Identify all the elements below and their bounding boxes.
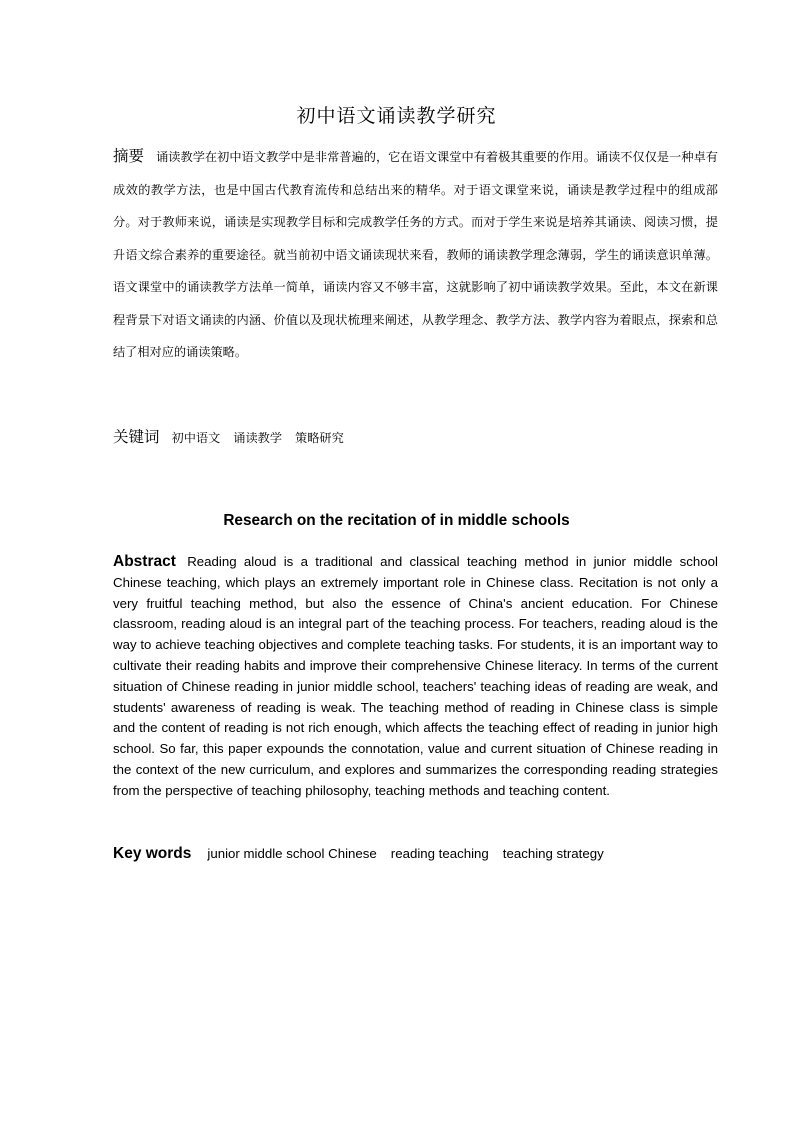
chinese-abstract-text: 诵读教学在初中语文教学中是非常普遍的，它在语文课堂中有着极其重要的作用。诵读不仅仅是一种卓有成效的教学方法，也是中国古代教育流传和总结出来的精华。对于语文课堂来说，诵读是教学过程中的组成部分。对于教师来说，诵读是实现教学目标和完成教学任务的方式。而对于学生来说是培养其诵读、阅读习惯，提升语文综合素养的重要途径。就当前初中语文诵读现状来看，教师的诵读教学理念薄弱，学生的诵读意识单薄。语文课堂中的诵读教学方法单一简单，诵读内容又不够丰富，这就影响了初中诵读教学效果。至此，本文在新课程背景下对语文诵读的内涵、价值以及现状梳理来阐述，从教学理念、教学方法、教学内容为着眼点，探索和总结了相对应的诵读策略。: [113, 150, 718, 359]
chinese-abstract-label: 摘要: [113, 147, 145, 165]
english-keywords: [113, 843, 718, 865]
chinese-keyword: 策略研究: [295, 431, 344, 445]
chinese-keywords-label: 关键词: [113, 428, 160, 446]
chinese-title: 初中语文诵读教学研究: [296, 105, 497, 127]
english-keyword: junior middle school Chinese: [207, 846, 377, 861]
english-title: Research on the recitation of in middle schools: [223, 512, 570, 529]
english-abstract-label: Abstract: [113, 553, 176, 570]
chinese-abstract: [113, 140, 718, 369]
english-abstract-text: Reading aloud is a traditional and classical teaching method in junior middle school Chinese teaching, which plays an extremely important role in Chinese class. Recitation is not only a very fruitful teaching method, but also the essence of China's ancient education. For Chinese classroom, reading aloud is an integral part of the teaching process. For teachers, reading aloud is the way to achieve teaching objectives and complete teaching tasks. For students, it is an important way to cultivate their reading habits and improve their comprehensive Chinese literacy. In terms of the current situation of Chinese reading in junior middle school, teachers' teaching ideas of reading are weak, and students' awareness of reading is weak. The teaching method of reading in Chinese class is simple and the content of reading is not rich enough, which affects the teaching effect of reading in junior high school. So far, this paper expounds the connotation, value and current situation of Chinese reading in the context of the new curriculum, and explores and summarizes the corresponding reading strategies from the perspective of teaching philosophy, teaching methods and teaching content.: [113, 554, 718, 798]
chinese-keyword: 初中语文: [171, 431, 221, 445]
english-keywords-label: Key words: [113, 845, 192, 862]
english-keyword: reading teaching: [390, 846, 489, 861]
english-keyword: teaching strategy: [502, 846, 604, 861]
chinese-keywords: [113, 424, 718, 451]
english-abstract: [113, 552, 718, 802]
chinese-keyword: 诵读教学: [233, 431, 283, 445]
